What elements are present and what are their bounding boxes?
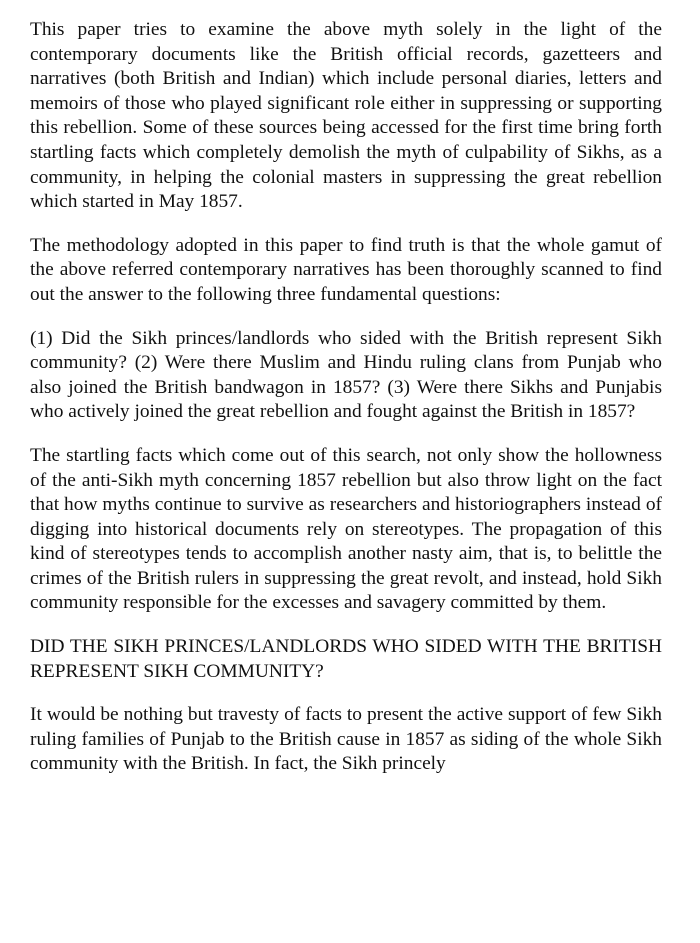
paragraph-questions: (1) Did the Sikh princes/landlords who sided with the British represent Sikh community? (2) Were there Muslim and Hindu ruling clans from Punjab who also joined the British bandwagon in 1857? (3) Were there Sikhs and Punjabis who actively joined the great rebellion and fought against the British in 1857? bbox=[30, 327, 662, 423]
paragraph-intro-myth: This paper tries to examine the above myth solely in the light of the contemporary documents like the British official records, gazetteers and narratives (both British and Indian) which include personal diaries, letters and memoirs of those who played significant role either in suppressing or supporting this rebellion. Some of these sources being accessed for the first time bring forth startling facts which completely demolish the myth of culpability of Sikhs, as a community, in helping the colonial masters in suppressing the great rebellion which started in May 1857. bbox=[30, 19, 662, 213]
document-page bbox=[30, 18, 662, 796]
paragraph-methodology: The methodology adopted in this paper to find truth is that the whole gamut of the above referred contemporary narratives has been thoroughly scanned to find out the answer to the following three fundamental questions: bbox=[30, 234, 662, 305]
paragraph-findings: The startling facts which come out of this search, not only show the hollowness of the anti-Sikh myth concerning 1857 rebellion but also throw light on the fact that how myths continue to survive as researchers and historiographers instead of digging into historical documents rely on stereotypes. The propagation of this kind of stereotypes tends to accomplish another nasty aim, that is, to belittle the crimes of the British rulers in suppressing the great revolt, and instead, hold Sikh community responsible for the excesses and savagery committed by them. bbox=[30, 444, 662, 614]
paragraph-section-start: It would be nothing but travesty of facts to present the active support of few Sikh ruling families of Punjab to the British cause in 1857 as siding of the whole Sikh community with the British. In fact, the Sikh princely bbox=[30, 704, 662, 775]
section-heading: DID THE SIKH PRINCES/LANDLORDS WHO SIDED WITH THE BRITISH REPRESENT SIKH COMMUNITY? bbox=[30, 636, 662, 682]
